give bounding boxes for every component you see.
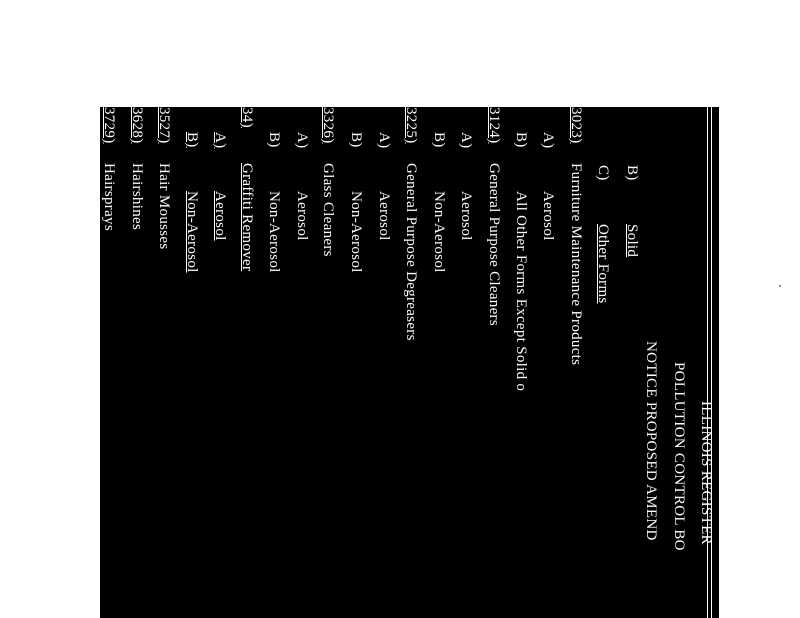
list-item-number: B) <box>348 132 364 148</box>
list-item-number: B) <box>431 132 447 148</box>
list-item-label: Aerosol <box>294 191 310 241</box>
list-item <box>455 107 473 618</box>
list-item-number: C) <box>595 165 611 181</box>
list-item-number: 3023) <box>568 107 584 144</box>
list-item <box>181 107 199 618</box>
list-item-number: B) <box>513 132 529 148</box>
list-item <box>291 107 309 618</box>
list-item-number: 3326) <box>320 107 336 144</box>
list-item-number: B) <box>624 165 640 181</box>
notice-title: NOTICE PROPOSED AMEND <box>643 341 659 541</box>
list-item <box>209 107 227 618</box>
list-item <box>153 107 171 618</box>
list-item-label: Glass Cleaners <box>320 163 336 257</box>
list-item <box>510 107 528 618</box>
list-item-number: 3628) <box>129 107 145 144</box>
list-item <box>345 107 363 618</box>
list-item-number: 34) <box>239 107 255 128</box>
list-item-number: B) <box>184 132 200 148</box>
list-item <box>263 107 281 618</box>
list-item-label: Aerosol <box>540 191 556 241</box>
list-item-number: 3225) <box>403 107 419 144</box>
list-item <box>100 107 116 618</box>
list-item-label: Other Forms <box>595 224 611 304</box>
list-item <box>236 107 254 618</box>
list-item <box>565 107 583 618</box>
list-item-number: B) <box>266 132 282 148</box>
list-item <box>537 107 555 618</box>
list-item-number: A) <box>376 132 392 149</box>
list-item-label: Solid <box>624 224 640 258</box>
list-item-number: A) <box>212 132 228 149</box>
scan-speck <box>779 285 781 287</box>
list-item-label: Aerosol <box>458 191 474 241</box>
list-item-label: General Purpose Cleaners <box>486 163 502 326</box>
register-title: ILLINOIS REGISTER <box>698 401 714 545</box>
scanned-document-page <box>100 107 719 618</box>
list-item-label: All Other Forms Except Solid o <box>513 191 529 392</box>
list-item-label: Non-Aerosol <box>266 191 282 273</box>
list-item-label: Graffiti Remover <box>239 163 255 272</box>
list-item-number: 3124) <box>486 107 502 144</box>
list-item-label: Non-Aerosol <box>348 191 364 273</box>
rotated-document-content <box>100 107 719 618</box>
list-item-number: A) <box>294 132 310 149</box>
list-item-label: Hair Mousses <box>156 163 172 250</box>
list-item-label: Furniture Maintenance Products <box>568 163 584 366</box>
list-item-number: 3729) <box>101 107 117 144</box>
list-item <box>428 107 446 618</box>
list-item-label: Aerosol <box>212 191 228 241</box>
list-item <box>621 107 639 618</box>
list-item <box>483 107 501 618</box>
list-item <box>373 107 391 618</box>
list-item <box>126 107 144 618</box>
list-item-label: Aerosol <box>376 191 392 241</box>
list-item <box>317 107 335 618</box>
agency-name: POLLUTION CONTROL BO <box>671 362 687 551</box>
list-item-label: General Purpose Degreasers <box>403 163 419 341</box>
list-item <box>592 107 610 618</box>
list-item-label: Hairsprays <box>101 163 117 231</box>
list-item-number: A) <box>540 132 556 149</box>
list-item-label: Hairshines <box>129 163 145 231</box>
list-item-label: Non-Aerosol <box>431 191 447 273</box>
document-body <box>100 107 719 618</box>
list-item-number: 3527) <box>156 107 172 144</box>
list-item <box>400 107 418 618</box>
list-item-label: Non-Aerosol <box>184 191 200 273</box>
list-item-number: A) <box>458 132 474 149</box>
